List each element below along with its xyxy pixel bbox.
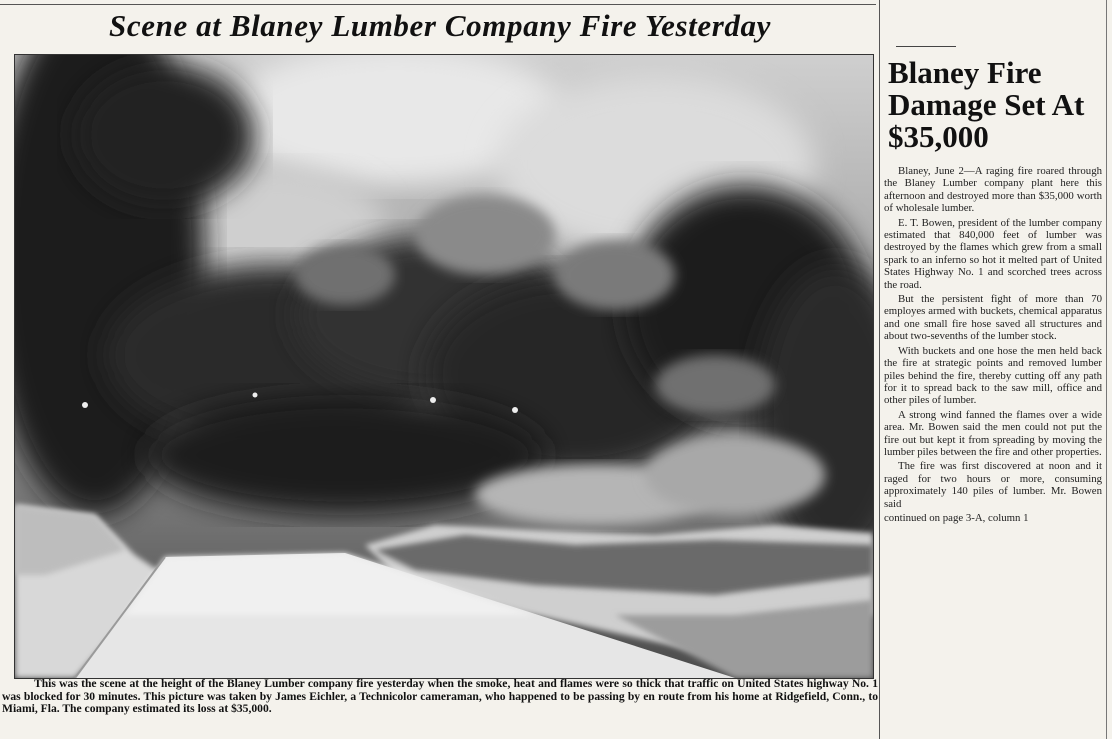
fire-photograph: [14, 54, 874, 679]
photo-caption: [2, 678, 878, 716]
sidebar-paragraph: Blaney, June 2—A raging fire roared through the Blaney Lumber company plant here this afternoon and destroyed more than $35,000 worth of wholesale lumber.: [884, 165, 1102, 215]
sidebar-headline: Blaney Fire Damage Set At $35,000: [888, 55, 1085, 154]
continued-line: continued on page 3-A, column 1: [884, 511, 1029, 524]
photo-headline: Scene at Blaney Lumber Company Fire Yesterday: [109, 8, 771, 43]
caption-text: This was the scene at the height of the Blaney Lumber company fire yesterday when the smoke, heat and flames were so thick that traffic on United States highway No. 1 was blocked for 30 minutes. This picture was taken by James Eichler, a Technicolor cameraman, who happened to be passing by en route from his home at Ridgefield, Conn., to Miami, Fla. The company estimated its loss at $35,000.: [2, 677, 878, 715]
sidebar-article: [884, 46, 1106, 526]
column-rule: [879, 0, 880, 739]
column-rule-right: [1106, 0, 1107, 739]
sidebar-body: [884, 165, 1106, 524]
sidebar-paragraph: A strong wind fanned the flames over a wide area. Mr. Bowen said the men could not put the fire out but kept it from spreading by moving the lumber piles between the fire and other properties.: [884, 408, 1102, 458]
top-rule: [0, 4, 876, 5]
sidebar-paragraph: But the persistent fight of more than 70 employes armed with buckets, chemical apparatus and one small fire hose saved all structures and about two-sevenths of the lumber stock.: [884, 293, 1102, 343]
sidebar-paragraph: E. T. Bowen, president of the lumber company estimated that 840,000 feet of lumber was destroyed by the flames which grew from a small spark to an inferno so hot it melted part of United States Highway No. 1 and scorched trees across the road.: [884, 216, 1102, 291]
sidebar-paragraph: With buckets and one hose the men held back the fire at strategic points and removed lumber piles behind the fire, thereby cutting off any path for it to spread back to the saw mill, office and other piles of lumber.: [884, 344, 1102, 407]
sidebar-paragraph: The fire was first discovered at noon and it raged for two hours or more, consuming approximately 140 piles of lumber. Mr. Bowen said: [884, 460, 1102, 510]
sidebar-rule: [896, 46, 956, 47]
